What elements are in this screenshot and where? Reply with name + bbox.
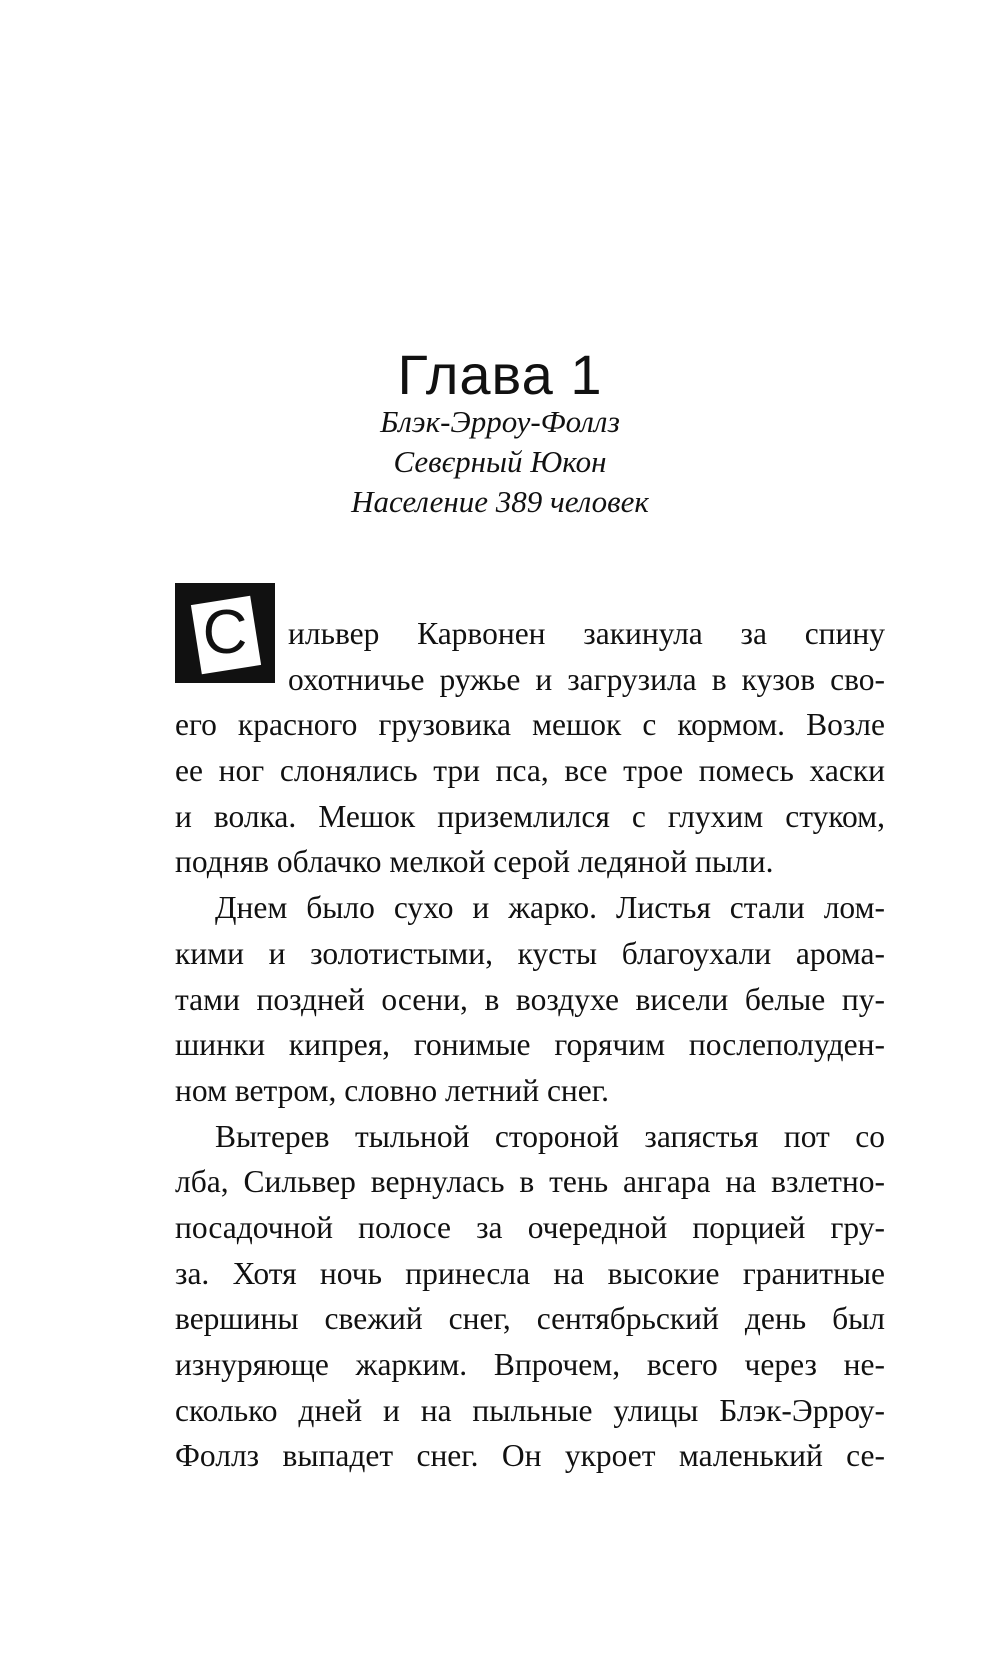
text-line: охотничье ружье и загрузила в кузов сво- xyxy=(288,661,885,697)
epigraph-line-place: Блэк-Эрроу-Фоллз xyxy=(380,404,620,439)
text-line: Вытерев тыльной стороной запястья пот со xyxy=(215,1118,885,1154)
text-line: посадочной полосе за очередной порцией гру- xyxy=(175,1209,885,1245)
text-line: шинки кипрея, гонимые горячим послеполуден- xyxy=(175,1027,885,1063)
text-line: и волка. Мешок приземлился с глухим стуком, xyxy=(175,798,885,834)
text-line: сколько дней и на пыльные улицы Блэк-Эрроу- xyxy=(175,1392,885,1428)
epigraph-line-population: Население 389 человек xyxy=(351,484,649,519)
chapter-title: Глава 1 xyxy=(397,343,603,406)
text-line: ильвер Карвонен закинула за спину xyxy=(288,616,885,651)
chapter-body xyxy=(175,611,885,1479)
chapter-epigraph xyxy=(0,402,1000,522)
text-line: Фоллз выпадет снег. Он укроет маленький се- xyxy=(175,1438,885,1474)
text-line: изнуряюще жарким. Впрочем, всего через не- xyxy=(175,1347,885,1382)
text-line: лба, Сильвер вернулась в тень ангара на взлетно- xyxy=(175,1164,885,1200)
text-line: ее ног слонялись три пса, все трое помесь хаски xyxy=(175,753,885,789)
text-line: кими и золотистыми, кусты благоухали арома- xyxy=(175,935,885,971)
text-line: за. Хотя ночь принесла на высокие гранитные xyxy=(175,1255,885,1291)
text-line: тами поздней осени, в воздухе висели белые пу- xyxy=(175,981,885,1017)
text-line: его красного грузовика мешок с кормом. Возле xyxy=(175,707,885,743)
text-line: Днем было сухо и жарко. Листья стали лом- xyxy=(215,890,885,926)
text-line: ном ветром, словно летний снег. xyxy=(175,1072,610,1108)
text-line: подняв облачко мелкой серой ледяной пыли. xyxy=(175,844,774,880)
epigraph-line-region: Севєрный Юкон xyxy=(393,444,607,479)
text-line: вершины свежий снег, сентябрьский день был xyxy=(175,1301,885,1337)
drop-cap-letter: С xyxy=(202,598,248,667)
